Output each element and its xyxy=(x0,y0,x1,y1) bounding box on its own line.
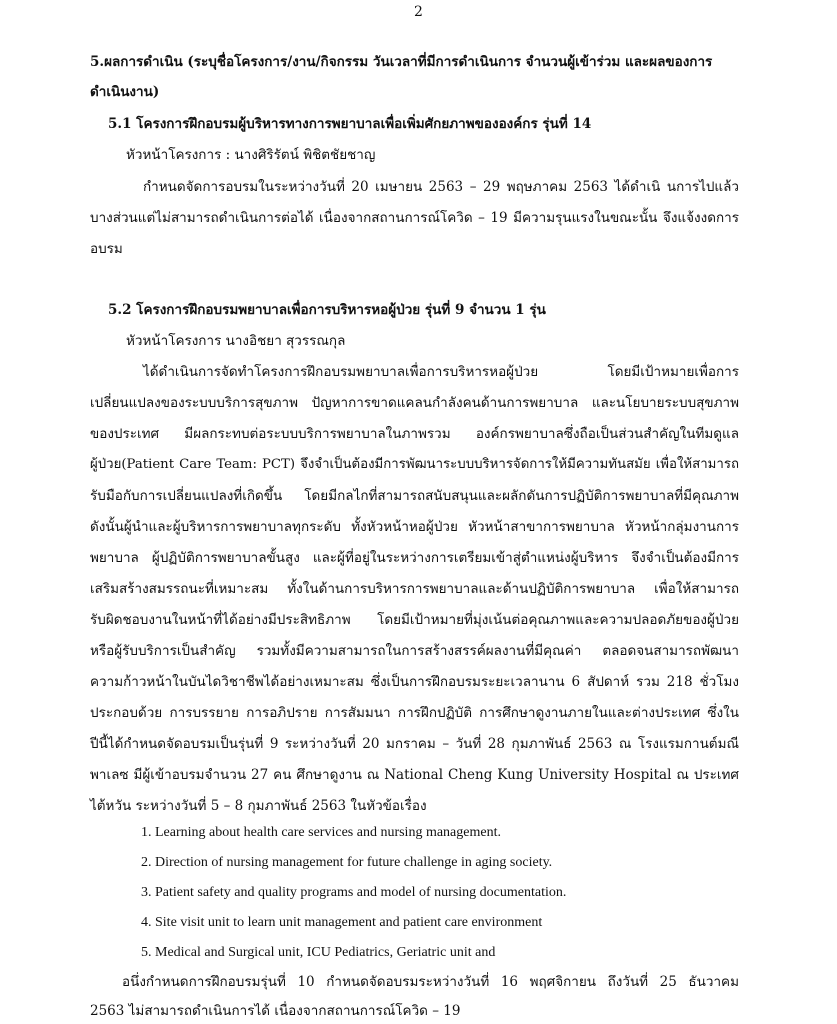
section-5-heading-line-1: 5.ผลการดำเนิน (ระบุชื่อโครงการ/งาน/กิจกรรม วันเวลาที่มีการดำเนินการ จำนวนผู้เข้าร่วม และผลของการ xyxy=(90,54,713,70)
section-5-2-paragraph-line: ของประเทศ มีผลกระทบต่อระบบบริการพยาบาลในภาพรวม องค์กรพยาบาลซึ่งถือเป็นส่วนสำคัญในทีมดูแล xyxy=(90,426,739,442)
section-5-2-paragraph-line: ปีนี้ได้กำหนดจัดอบรมเป็นรุ่นที่ 9 ระหว่างวันที่ 20 มกราคม – วันที่ 28 กุมภาพันธ์ 2563 ณ โรงแรมกานต์มณี xyxy=(90,736,739,752)
section-5-2-paragraph-line: เสริมสร้างสมรรถนะที่เหมาะสม ทั้งในด้านการบริหารการพยาบาลและด้านปฏิบัติการพยาบาล เพื่อให้สามารถ xyxy=(90,581,739,597)
topic-list-item: 1. Learning about health care services and nursing management. xyxy=(141,825,501,840)
section-5-2-paragraph-line: ดังนั้นผู้นำและผู้บริหารการพยาบาลทุกระดับ ทั้งหัวหน้าหอผู้ป่วย หัวหน้าสาขาการพยาบาล หัวหน้ากลุ่มงานการ xyxy=(90,519,739,535)
section-5-2-paragraph-line: เปลี่ยนแปลงของระบบบริการสุขภาพ ปัญหาการขาดแคลนกำลังคนด้านการพยาบาล และนโยบายระบบสุขภาพ xyxy=(90,395,739,411)
topic-list-item: 4. Site visit unit to learn unit management and patient care environment xyxy=(141,915,543,930)
section-5-1-paragraph-line: บางส่วนแต่ไม่สามารถดำเนินการต่อได้ เนื่องจากสถานการณ์โควิด – 19 มีความรุนแรงในขณะนั้น จึงแจ้งงดการ xyxy=(90,210,739,226)
topic-list-item: 2. Direction of nursing management for future challenge in aging society. xyxy=(141,855,553,870)
section-5-2-paragraph-line: ไต้หวัน ระหว่างวันที่ 5 – 8 กุมภาพันธ์ 2563 ในหัวข้อเรื่อง xyxy=(90,798,427,814)
section-5-1-project-head: หัวหน้าโครงการ : นางศิริรัตน์ พิชิตชัยชาญ xyxy=(126,147,376,163)
section-5-2-paragraph-line: ประกอบด้วย การบรรยาย การอภิปราย การสัมมนา การฝึกปฏิบัติ การศึกษาดูงานภายในและต่างประเทศ ซึ่งใน xyxy=(90,705,739,721)
section-5-2-paragraph-line: รับมือกับการเปลี่ยนแปลงที่เกิดขึ้น โดยมีกลไกที่สามารถสนับสนุนและผลักดันการปฏิบัติการพยาบาลที่มีคุณภาพ xyxy=(90,488,739,504)
closing-paragraph-line: อนึ่งกำหนดการฝึกอบรมรุ่นที่ 10 กำหนดจัดอบรมระหว่างวันที่ 16 พฤศจิกายน ถึงวันที่ 25 ธันวาคม xyxy=(122,974,739,990)
topic-list-item: 3. Patient safety and quality programs and model of nursing documentation. xyxy=(141,885,567,900)
section-5-1-title: 5.1 โครงการฝึกอบรมผู้บริหารทางการพยาบาลเพื่อเพิ่มศักยภาพขององค์กร รุ่นที่ 14 xyxy=(108,116,592,132)
section-5-2-paragraph-line: หรือผู้รับบริการเป็นสำคัญ รวมทั้งมีความสามารถในการสร้างสรรค์ผลงานที่มีคุณค่า ตลอดจนสามารถพัฒนา xyxy=(90,643,739,659)
page-number: 2 xyxy=(414,4,423,20)
section-5-2-paragraph-line: พยาบาล ผู้ปฏิบัติการพยาบาลขั้นสูง และผู้ที่อยู่ในระหว่างการเตรียมเข้าสู่ตำแหน่งผู้บริหาร จึงจำเป็นต้องมีการ xyxy=(90,550,739,566)
section-5-2-project-head: หัวหน้าโครงการ นางอิชยา สุวรรณกุล xyxy=(126,333,346,349)
section-5-2-paragraph-line: พาเลซ มีผู้เข้าอบรมจำนวน 27 คน ศึกษาดูงาน ณ National Cheng Kung University Hospital ณ ประเทศ xyxy=(90,767,739,783)
section-5-1-paragraph-line: กำหนดจัดการอบรมในระหว่างวันที่ 20 เมษายน 2563 – 29 พฤษภาคม 2563 ได้ดำเนิ นการไปแล้ว xyxy=(143,179,739,195)
closing-paragraph-line: 2563 ไม่สามารถดำเนินการได้ เนื่องจากสถานการณ์โควิด – 19 xyxy=(90,1003,461,1019)
section-5-2-title: 5.2 โครงการฝึกอบรมพยาบาลเพื่อการบริหารหอผู้ป่วย รุ่นที่ 9 จำนวน 1 รุ่น xyxy=(108,302,546,318)
section-5-2-paragraph-line: ความก้าวหน้าในบันไดวิชาชีพได้อย่างเหมาะสม ซึ่งเป็นการฝึกอบรมระยะเวลานาน 6 สัปดาห์ รวม 218 ชั่วโมง xyxy=(90,674,739,690)
section-5-2-paragraph-line: รับผิดชอบงานในหน้าที่ได้อย่างมีประสิทธิภาพ โดยมีเป้าหมายที่มุ่งเน้นต่อคุณภาพและความปลอดภัยของผู้ป่วย xyxy=(90,612,739,628)
topic-list-item: 5. Medical and Surgical unit, ICU Pediatrics, Geriatric unit and xyxy=(141,945,496,960)
section-5-2-paragraph-line: ผู้ป่วย(Patient Care Team: PCT) จึงจำเป็นต้องมีการพัฒนาระบบบริหารจัดการให้มีความทันสมัย เพื่อให้สามารถ xyxy=(90,457,739,472)
section-5-heading-line-2: ดำเนินงาน) xyxy=(90,84,160,100)
section-5-2-paragraph-line: ได้ดำเนินการจัดทำโครงการฝึกอบรมพยาบาลเพื่อการบริหารหอผู้ป่วย โดยมีเป้าหมายเพื่อการ xyxy=(143,364,739,380)
section-5-1-paragraph-line: อบรม xyxy=(90,241,123,257)
